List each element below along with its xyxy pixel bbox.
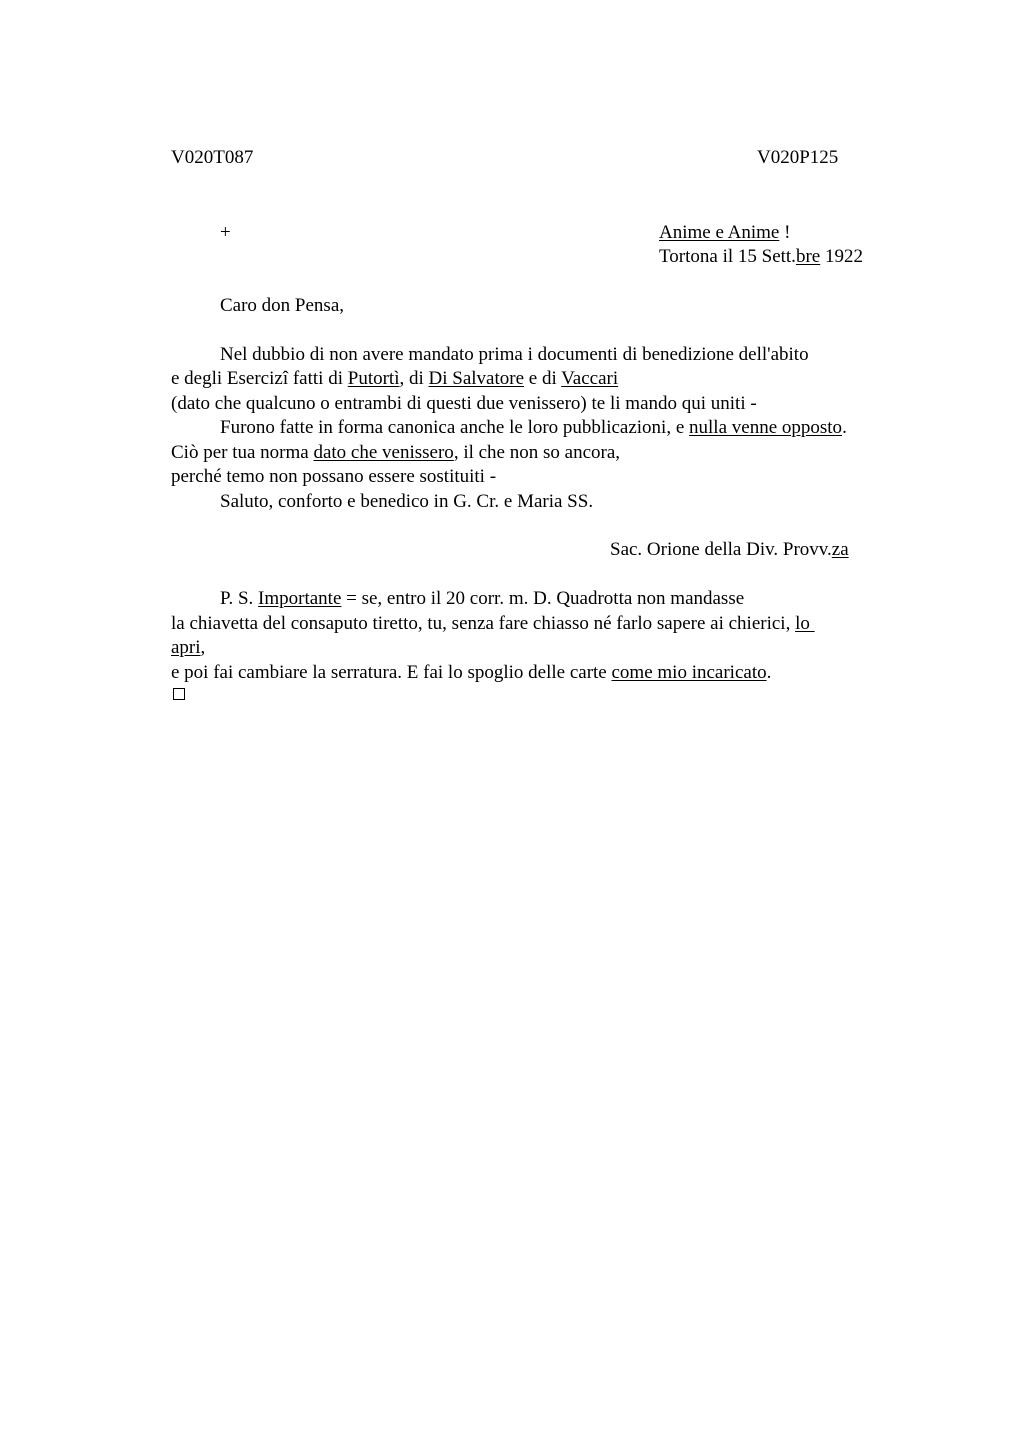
body-line-6: perché temo non possano essere sostituiti - bbox=[171, 466, 497, 487]
ps-line-4-a: e poi fai cambiare la serratura. E fai lo spoglio delle carte bbox=[171, 662, 612, 683]
date-month-suffix: bre bbox=[795, 246, 821, 267]
date-line bbox=[659, 245, 863, 269]
motto-underlined: Anime e Anime bbox=[659, 222, 780, 243]
salutation: Caro don Pensa, bbox=[220, 295, 345, 316]
body-line-4 bbox=[220, 416, 847, 440]
doc-code-left: V020T087 bbox=[171, 147, 254, 168]
body-line-5-underlined: dato che venissero bbox=[313, 442, 454, 463]
name-putorti: Putortì bbox=[347, 368, 400, 389]
ps-line-4 bbox=[171, 661, 771, 685]
ps-importante: Importante bbox=[258, 588, 342, 609]
body-line-7: Saluto, conforto e benedico in G. Cr. e Maria SS. bbox=[220, 491, 594, 512]
body-line-2-a: e degli Esercizi bbox=[171, 368, 289, 389]
signature bbox=[610, 538, 849, 562]
ps-line-4-underlined: come mio incaricato bbox=[611, 662, 767, 683]
ps-line-2 bbox=[171, 612, 815, 636]
body-line-5-a: Ciò per tua norma bbox=[171, 442, 314, 463]
body-line-4-a: Furono fatte in forma canonica anche le loro pubblicazioni, e bbox=[220, 417, 690, 438]
body-line-3: (dato che qualcuno o entrambi di questi due venissero) te li mando qui uniti - bbox=[171, 393, 757, 414]
body-line-2-b: fatti di bbox=[288, 368, 348, 389]
body-line-5 bbox=[171, 441, 620, 465]
body-line-2-c: , di bbox=[399, 368, 429, 389]
ps-line-3-b: , bbox=[200, 637, 206, 658]
signature-text: Sac. Orione della Div. Provv. bbox=[610, 539, 832, 560]
body-line-4-b: . bbox=[842, 417, 847, 438]
ps-line-1 bbox=[220, 587, 744, 611]
date-place: Tortona il 15 Sett. bbox=[659, 246, 796, 267]
body-line-5-b: , il che non so ancora, bbox=[453, 442, 621, 463]
ps-line-2-underlined: lo bbox=[795, 613, 815, 634]
ps-line-3-underlined: apri bbox=[171, 637, 201, 658]
name-vaccari: Vaccari bbox=[561, 368, 619, 389]
body-line-4-underlined: nulla venne opposto bbox=[689, 417, 843, 438]
signature-suffix: za bbox=[831, 539, 849, 560]
body-line-2-d: e di bbox=[524, 368, 562, 389]
ps-line-2-a: la chiavetta del consaputo tiretto, tu, senza fare chiasso né farlo sapere ai chierici, bbox=[171, 613, 796, 634]
name-di-salvatore: Di Salvatore bbox=[428, 368, 525, 389]
motto-suffix: ! bbox=[779, 222, 791, 243]
motto bbox=[659, 221, 790, 245]
ps-line-4-b: . bbox=[766, 662, 772, 683]
ps-line-1-b: = se, entro il 20 corr. m. D. Quadrotta non mandasse bbox=[341, 588, 745, 609]
end-box-icon bbox=[173, 688, 185, 700]
doc-code-right: V020P125 bbox=[757, 147, 839, 168]
ps-line-1-a: P. S. bbox=[220, 588, 259, 609]
body-line-2 bbox=[171, 367, 618, 391]
cross-symbol: + bbox=[220, 222, 231, 243]
ps-line-3 bbox=[171, 636, 205, 660]
body-line-1: Nel dubbio di non avere mandato prima i documenti di benedizione dell'abito bbox=[220, 344, 809, 365]
date-year: 1922 bbox=[820, 246, 863, 267]
